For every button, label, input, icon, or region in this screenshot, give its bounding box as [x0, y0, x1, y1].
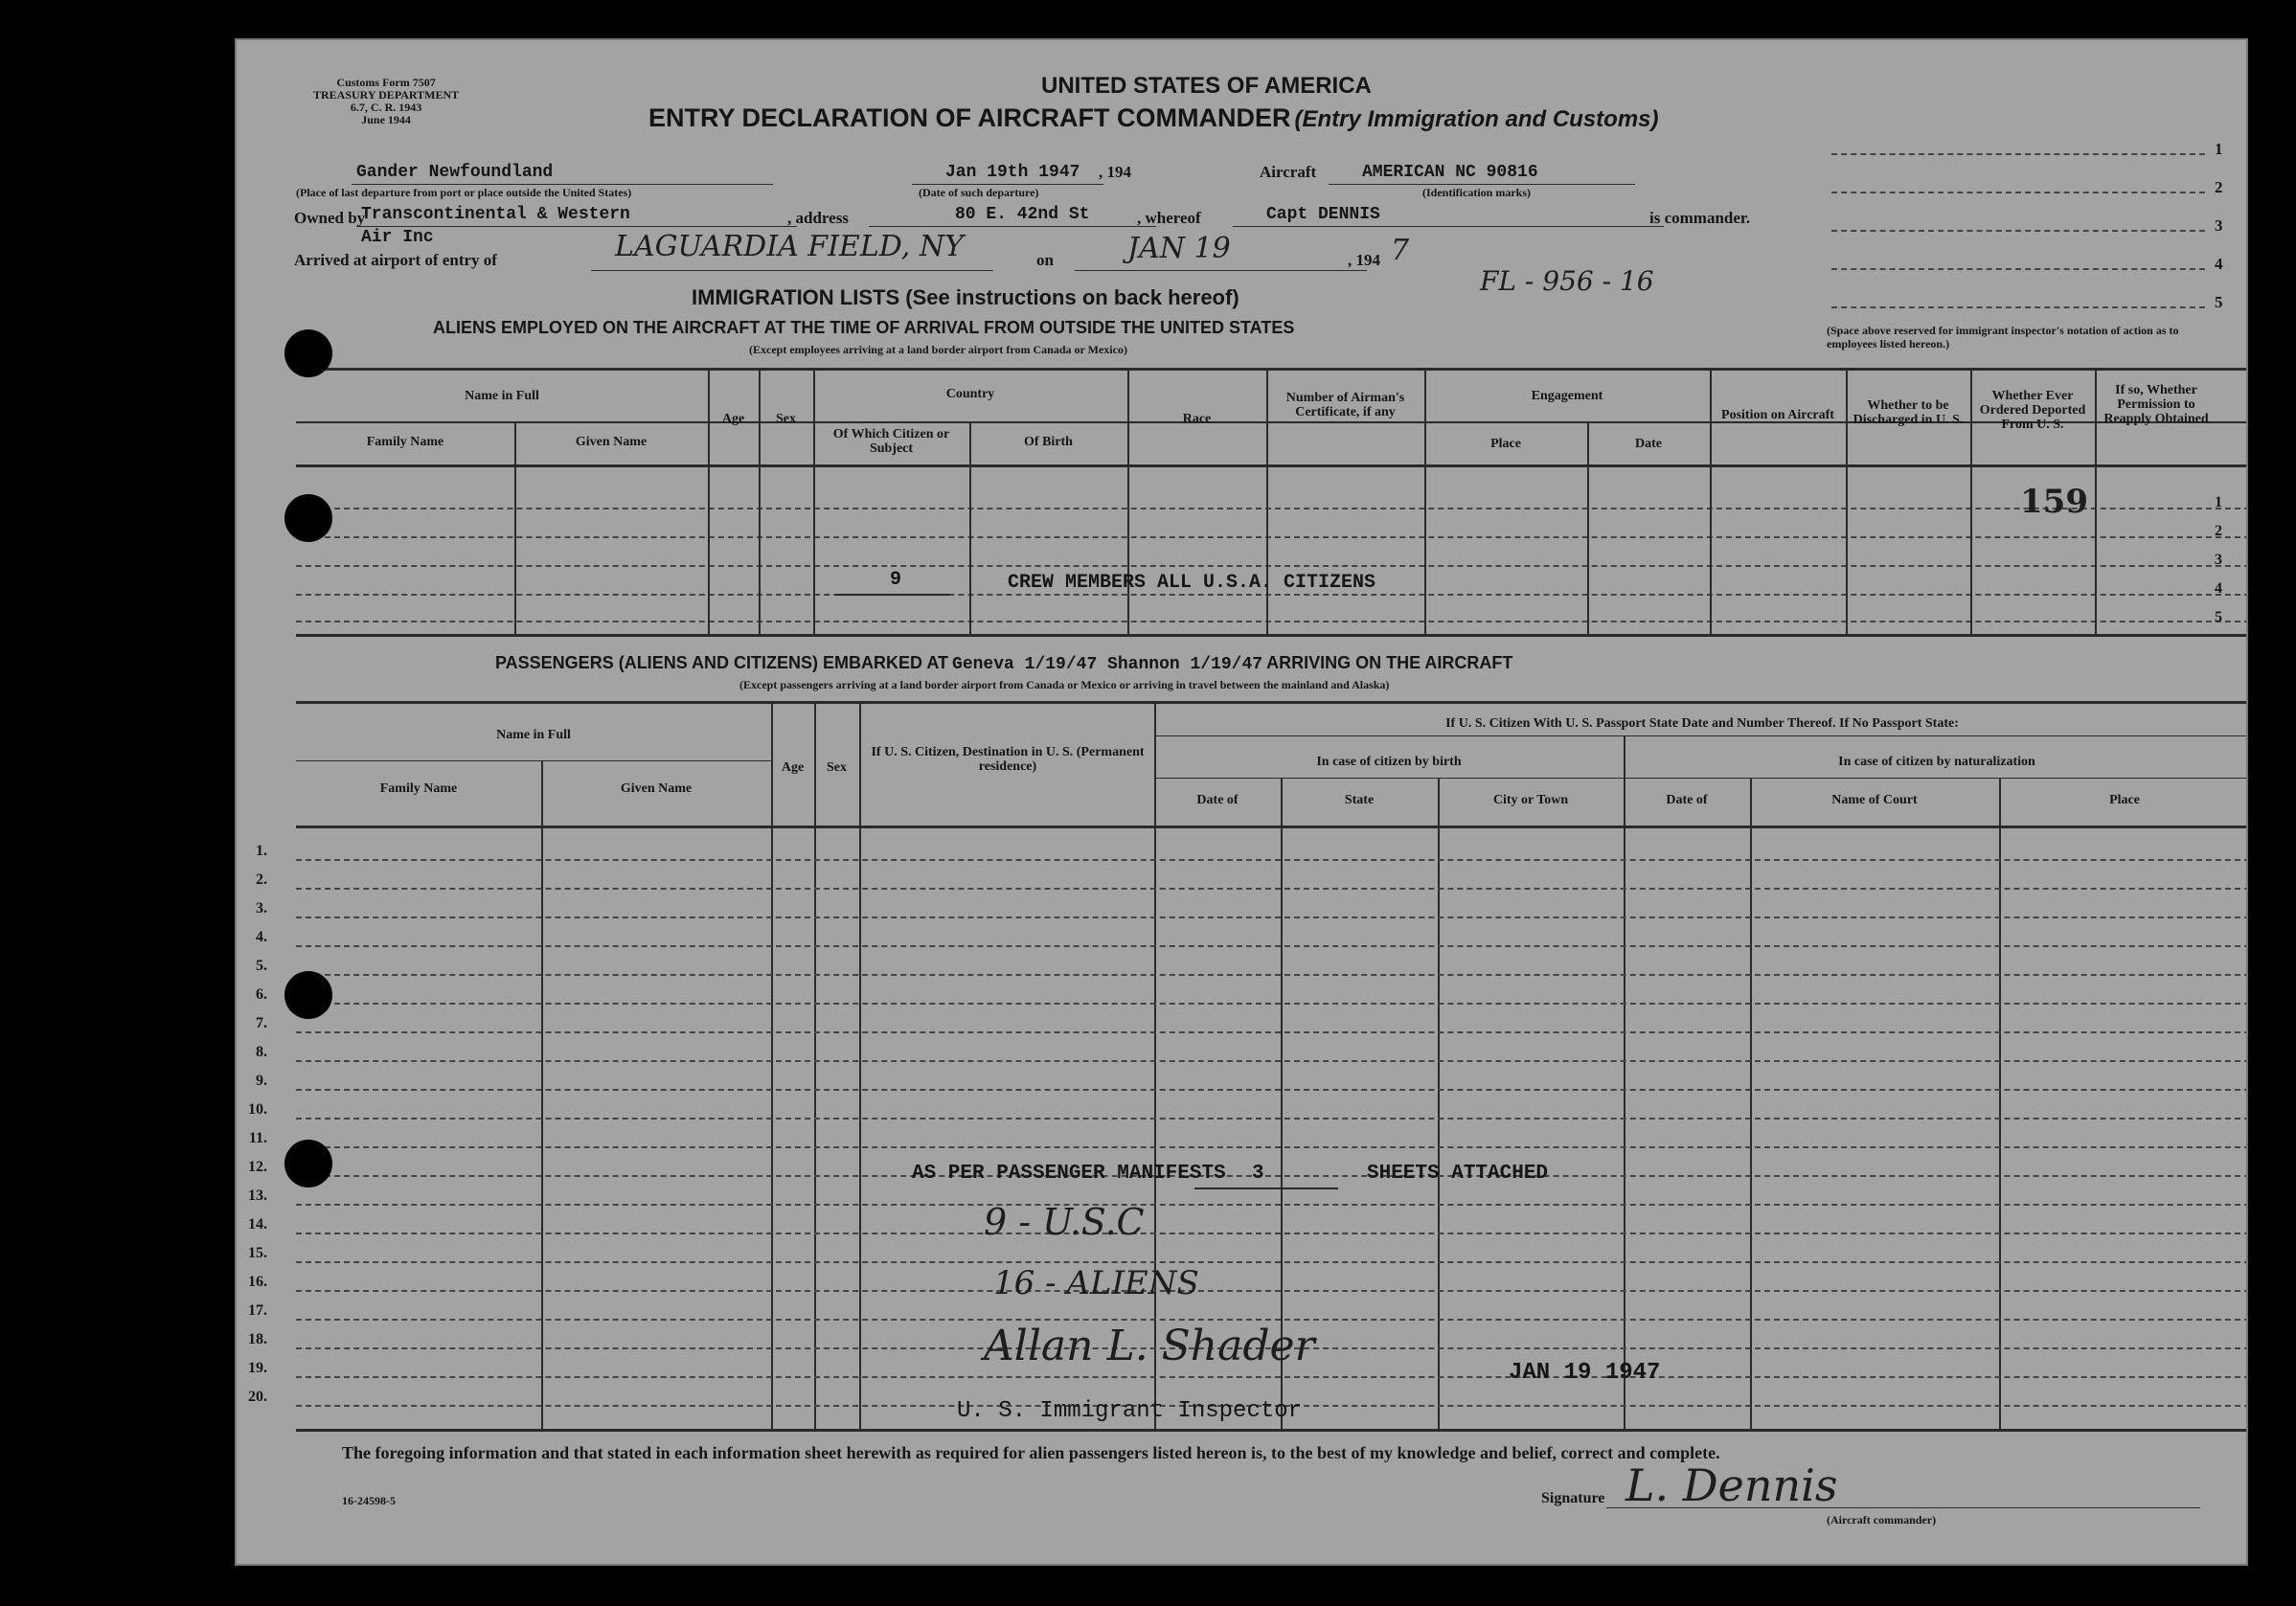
- passenger-row-number: 8.: [256, 1044, 267, 1060]
- aliens-subtitle: (Except employees arriving at a land border airport from Canada or Mexico): [749, 343, 1127, 356]
- form-date: June 1944: [361, 113, 411, 126]
- passengers-col-family: Family Name: [379, 781, 458, 796]
- passenger-row-number: 4.: [256, 929, 267, 945]
- aircraft-value: AMERICAN NC 90816: [1362, 163, 1538, 182]
- passenger-row-number: 15.: [248, 1245, 267, 1261]
- margin-number: 2: [2215, 178, 2223, 196]
- certification-text: The foregoing information and that stated in each information sheet herewith as required for alien passengers listed hereon is, to the best of my knowledge and belief, correct and complete.: [342, 1443, 1720, 1462]
- form-print-number: 16-24598-5: [342, 1494, 396, 1507]
- passenger-row-number: 20.: [248, 1389, 267, 1405]
- file-number: FL - 956 - 16: [1480, 265, 1654, 297]
- aircraft-caption: (Identification marks): [1422, 186, 1531, 199]
- note-usc: 9 - U.S.C: [984, 1201, 1145, 1243]
- passenger-row-number: 17.: [248, 1302, 267, 1319]
- inspector-signature: Allan L. Shader: [984, 1322, 1315, 1370]
- aliens-col-name: Name in Full: [465, 389, 539, 403]
- passengers-subtitle: (Except passengers arriving at a land border airport from Canada or Mexico or arriving in travel between the mainland and Alaska): [739, 678, 1390, 691]
- passengers-col-name: Name in Full: [496, 728, 571, 742]
- aliens-col-birth: Of Birth: [1024, 435, 1073, 449]
- binder-hole: [284, 1140, 332, 1188]
- passengers-col-city: City or Town: [1492, 793, 1569, 807]
- aliens-row-number: 5: [2215, 609, 2222, 625]
- departure-date-caption: (Date of such departure): [919, 186, 1039, 199]
- form-title: [648, 103, 1659, 133]
- departure-place-caption: (Place of last departure from port or place outside the United States): [296, 186, 632, 199]
- passenger-row-number: 10.: [248, 1101, 267, 1118]
- aircraft-label: Aircraft: [1260, 163, 1317, 181]
- aliens-row-number: 2: [2215, 523, 2222, 539]
- departure-date-value: Jan 19th 1947: [945, 163, 1080, 182]
- passenger-row-number: 19.: [248, 1360, 267, 1376]
- passenger-row-number: 12.: [248, 1159, 267, 1175]
- manifest-pre: AS PER PASSENGER MANIFESTS: [912, 1163, 1226, 1185]
- margin-number: 3: [2215, 216, 2223, 235]
- passenger-row-number: 9.: [256, 1073, 267, 1089]
- passenger-row-number: 18.: [248, 1331, 267, 1347]
- note-aliens: 16 - ALIENS: [993, 1264, 1199, 1302]
- passengers-col-by-naturalization: In case of citizen by naturalization: [1838, 755, 2035, 769]
- passenger-row-number: 11.: [248, 1130, 267, 1146]
- is-commander-label: is commander.: [1649, 209, 1751, 227]
- aliens-col-citizen: Of Which Citizen or Subject: [832, 427, 950, 456]
- title-main: ENTRY DECLARATION OF AIRCRAFT COMMANDER: [648, 103, 1291, 132]
- stamp-number: 159: [2020, 483, 2088, 521]
- aliens-col-race: Race: [1182, 412, 1212, 426]
- passengers-col-state: State: [1344, 793, 1375, 807]
- margin-number: 1: [2215, 140, 2223, 158]
- passenger-row-number: 13.: [248, 1188, 267, 1204]
- passengers-col-given: Given Name: [620, 781, 693, 796]
- arrival-year-value: 7: [1391, 234, 1410, 267]
- aliens-col-given: Given Name: [575, 435, 648, 449]
- passenger-row-number: 5.: [256, 958, 267, 974]
- aliens-row-number: 3: [2215, 552, 2222, 568]
- passenger-row-number: 16.: [248, 1274, 267, 1290]
- binder-hole: [284, 494, 332, 542]
- arrival-date-value: JAN 19: [1127, 232, 1231, 265]
- owned-by-label: Owned by: [294, 209, 366, 227]
- passengers-col-sex: Sex: [827, 760, 847, 775]
- entry-declaration-form: [235, 38, 2248, 1566]
- passengers-col-date-of: Date of: [1196, 793, 1239, 807]
- binder-hole: [284, 971, 332, 1019]
- margin-number: 4: [2215, 255, 2223, 273]
- passengers-col-place: Place: [2109, 793, 2140, 807]
- binder-hole: [284, 329, 332, 377]
- commander-value: Capt DENNIS: [1266, 205, 1380, 224]
- aliens-title: ALIENS EMPLOYED ON THE AIRCRAFT AT THE TIME OF ARRIVAL FROM OUTSIDE THE UNITED STATES: [433, 318, 1295, 337]
- aliens-col-place: Place: [1490, 437, 1521, 451]
- aliens-col-airman: Number of Airman's Certificate, if any: [1285, 391, 1405, 419]
- owner-value: Transcontinental & Western: [361, 205, 630, 224]
- arrived-label: Arrived at airport of entry of: [294, 251, 497, 269]
- passenger-row-number: 7.: [256, 1015, 267, 1031]
- passengers-title: [495, 653, 1512, 674]
- aliens-col-permission: If so, Whether Permission to Reapply Obtained: [2103, 383, 2209, 426]
- department: TREASURY DEPARTMENT: [313, 88, 460, 102]
- stamp-date: JAN 19 1947: [1509, 1360, 1661, 1386]
- form-id: [313, 77, 459, 126]
- aliens-row-number: 1: [2215, 494, 2222, 510]
- commander-signature: L. Dennis: [1625, 1459, 1838, 1511]
- aliens-col-date: Date: [1635, 437, 1662, 451]
- passenger-row-number: 6.: [256, 986, 267, 1003]
- address-label: , address: [787, 209, 849, 227]
- address-value: 80 E. 42nd St: [955, 205, 1090, 224]
- aliens-col-age: Age: [721, 412, 745, 426]
- aliens-col-engagement: Engagement: [1531, 389, 1603, 403]
- margin-note: (Space above reserved for immigrant inspector's notation of action as to employees listed hereon.): [1827, 324, 2179, 351]
- signature-label: Signature: [1541, 1490, 1605, 1506]
- manifest-post: SHEETS ATTACHED: [1367, 1163, 1549, 1185]
- aliens-col-family: Family Name: [366, 435, 444, 449]
- form-number: Customs Form 7507: [336, 76, 436, 89]
- passenger-row-number: 14.: [248, 1216, 267, 1233]
- departure-place-value: Gander Newfoundland: [356, 163, 554, 182]
- aliens-row-number: 4: [2215, 580, 2222, 597]
- passengers-col-age: Age: [781, 760, 805, 775]
- whereof-label: , whereof: [1137, 209, 1201, 227]
- aliens-col-country: Country: [945, 387, 995, 401]
- passengers-col-passport: If U. S. Citizen With U. S. Passport State Date and Number Thereof. If No Passport State:: [1445, 716, 1959, 731]
- passengers-col-by-birth: In case of citizen by birth: [1316, 755, 1462, 769]
- margin-number: 5: [2215, 293, 2223, 311]
- passenger-row-number: 3.: [256, 900, 267, 916]
- owner-value-continued: Air Inc: [361, 228, 434, 247]
- embarked-value: Geneva 1/19/47 Shannon 1/19/47: [952, 655, 1263, 674]
- regulation: 6.7, C. R. 1943: [350, 101, 422, 114]
- aliens-col-discharged: Whether to be Discharged in U. S.: [1853, 398, 1964, 427]
- manifest-count: 3: [1252, 1163, 1264, 1185]
- passengers-title-pre: PASSENGERS (ALIENS AND CITIZENS) EMBARKED AT: [495, 653, 949, 672]
- title-sub: (Entry Immigration and Customs): [1294, 106, 1659, 132]
- passengers-col-court: Name of Court: [1831, 793, 1918, 807]
- country-heading: UNITED STATES OF AMERICA: [1041, 73, 1372, 99]
- airport-value: LAGUARDIA FIELD, NY: [615, 230, 964, 263]
- inspector-title: U. S. Immigrant Inspector: [957, 1398, 1303, 1424]
- arrival-on-label: on: [1036, 251, 1054, 269]
- arrival-year-label: , 194: [1348, 251, 1380, 269]
- aliens-col-deported: Whether Ever Ordered Deported From U. S.: [1979, 389, 2086, 432]
- departure-year-suffix: , 194: [1099, 163, 1131, 181]
- passengers-col-destination: If U. S. Citizen, Destination in U. S. (Permanent residence): [871, 745, 1145, 774]
- signature-caption: (Aircraft commander): [1827, 1513, 1937, 1527]
- immigration-title: IMMIGRATION LISTS (See instructions on back hereof): [692, 285, 1239, 309]
- aliens-col-sex: Sex: [776, 412, 796, 426]
- crew-count: 9: [890, 569, 902, 591]
- passengers-title-post: ARRIVING ON THE AIRCRAFT: [1266, 653, 1513, 672]
- passenger-row-number: 2.: [256, 871, 267, 888]
- aliens-col-position: Position on Aircraft: [1721, 408, 1834, 422]
- passengers-col-date-of-naturalization: Date of: [1666, 793, 1708, 807]
- crew-note: CREW MEMBERS ALL U.S.A. CITIZENS: [1008, 572, 1376, 594]
- passenger-row-number: 1.: [256, 843, 267, 859]
